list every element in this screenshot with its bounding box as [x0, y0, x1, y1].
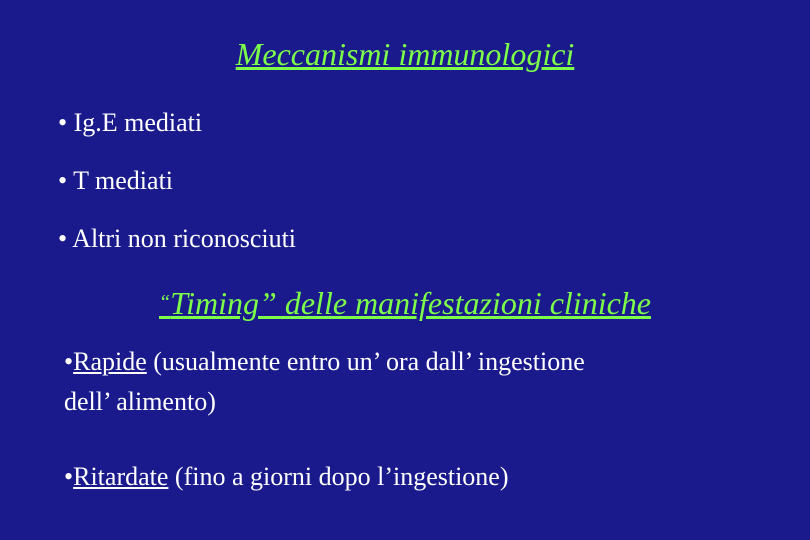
timing-open-quote: “	[159, 291, 171, 313]
bullet-ige: • Ig.E mediati	[58, 108, 203, 137]
rapide-description: (usualmente entro un’ ora dall’ ingestione	[146, 347, 585, 376]
bullet-altri: • Altri non riconosciuti	[58, 224, 297, 253]
rapide-description-cont: dell’ alimento)	[64, 387, 216, 416]
timing-heading-text: Timing” delle manifestazioni cliniche	[170, 285, 651, 321]
rapide-term: Rapide	[73, 347, 147, 376]
ritardate-description: (fino a giorni dopo l’ingestione)	[168, 462, 509, 491]
bullet-marker: •	[64, 462, 74, 491]
timing-heading	[0, 284, 810, 321]
bullet-ritardate	[64, 462, 509, 492]
ritardate-term: Ritardate	[73, 462, 169, 491]
bullet-t: • T mediati	[58, 166, 174, 195]
bullet-marker: •	[64, 347, 74, 376]
slide-title: Meccanismi immunologici	[235, 36, 575, 72]
bullet-rapide	[64, 347, 585, 377]
